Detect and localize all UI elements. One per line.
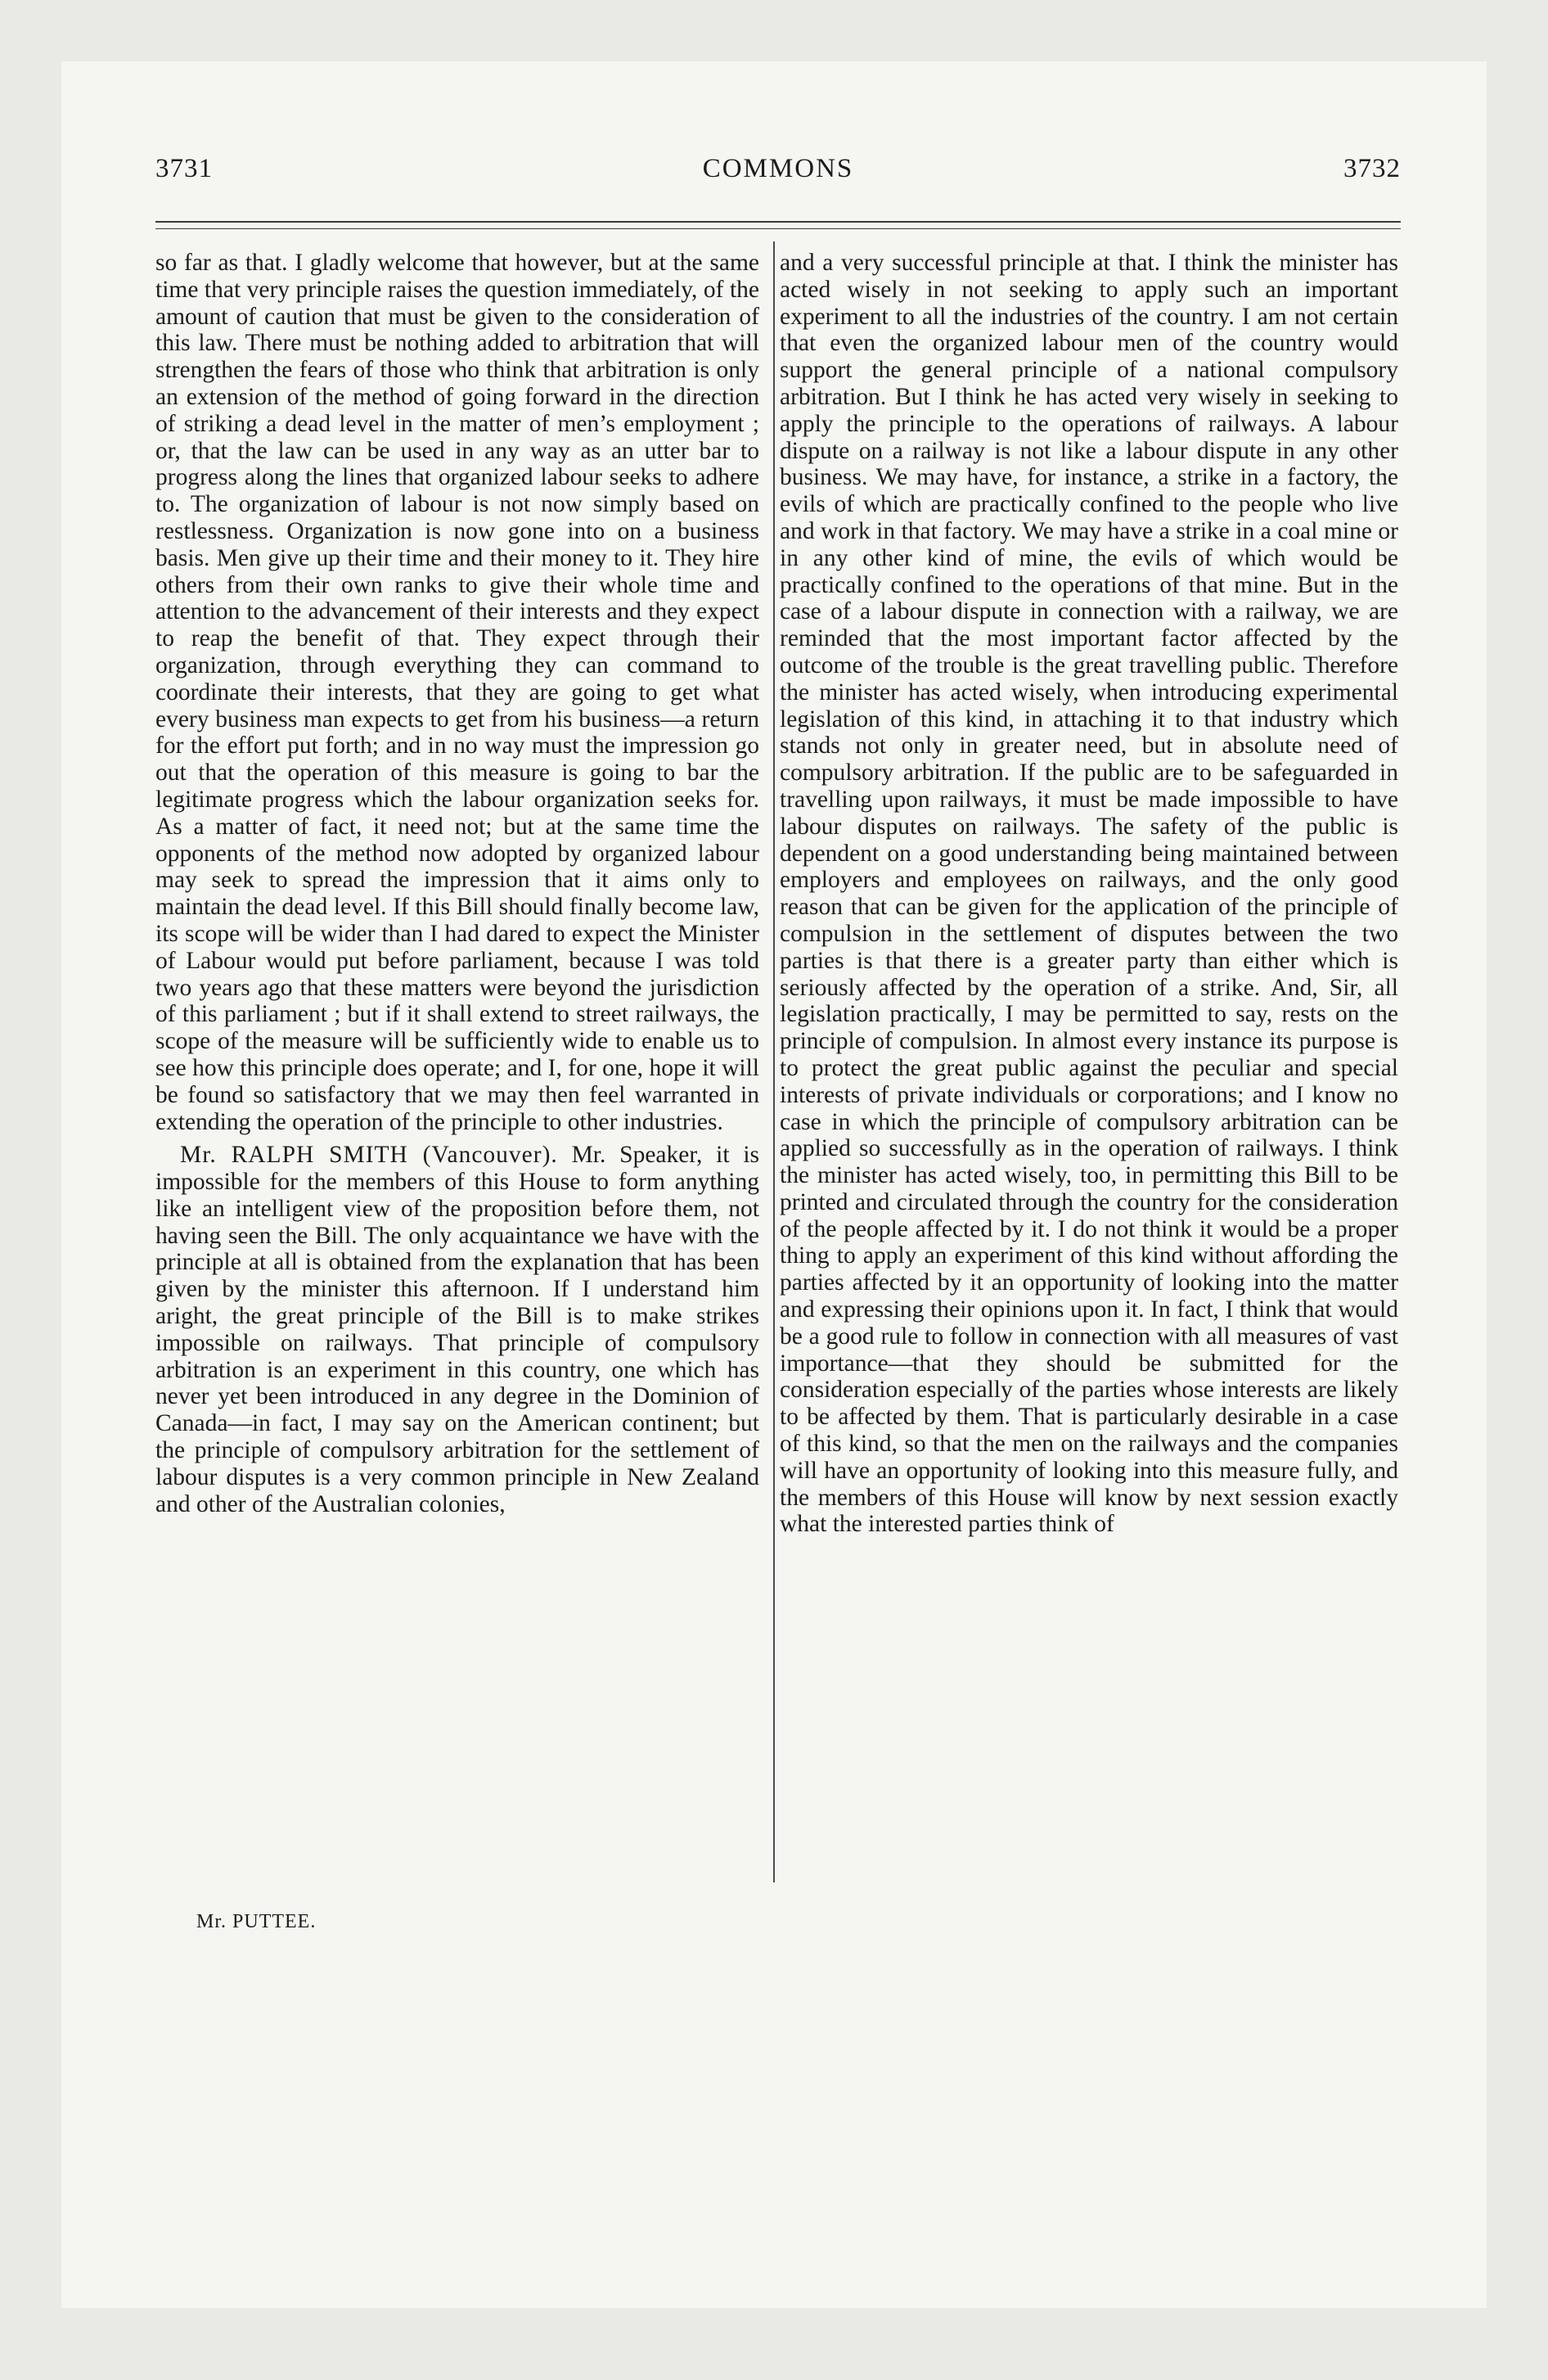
page-title: COMMONS [702,154,854,183]
speech-text: Mr. Speaker, it is impossible for the members of this House to form anything like an intelligent view of the proposition before them, not having seen the Bill. The only acquaintance we have with the principle at all is obtained from the explanation that has been given by the minister this afternoon. If I understand him aright, the great principle of the Bill is to make strikes impossible on railways. That principle of compulsory arbitration is an experiment in this country, one which has never yet been introduced in any degree in the Dominion of Canada—in fact, I may say on the American continent; but the principle of compulsory arbitration for the settlement of labour disputes is a very common principle in New Zealand and other of the Australian colonies, [155,1142,759,1517]
speaker-name: Mr. RALPH SMITH (Vancouver). [180,1142,558,1169]
column-divider [773,241,775,1882]
header-rule-top [155,221,1401,223]
footer-speaker-note: Mr. PUTTEE. [196,1911,317,1932]
page-number-right: 3732 [1343,154,1401,183]
left-paragraph-2 [155,1142,759,1517]
header-rule-bottom [155,228,1401,229]
page-header [155,154,1401,195]
left-column [155,250,759,1517]
right-paragraph-1: and a very successful principle at that. I think the minister has acted wisely in not seeking to apply such an important experiment to all the industries of the country. I am not certain that even the organized labour men of the country would support the general principle of a national compulsory arbitration. But I think he has acted very wisely in seeking to apply the principle to the operations of railways. A labour dispute on a railway is not like a labour dispute in any other business. We may have, for instance, a strike in a factory, the evils of which are practically confined to the people who live and work in that factory. We may have a strike in a coal mine or in any other kind of mine, the evils of which would be practically confined to the operations of that mine. But in the case of a labour dispute in connection with a railway, we are reminded that the most important factor affected by the outcome of the trouble is the great travelling public. Therefore the minister has acted wisely, when introducing experimental legislation of this kind, in attaching it to that industry which stands not only in greater need, but in absolute need of compulsory arbitration. If the public are to be safeguarded in travelling upon railways, it must be made impossible to have labour disputes on railways. The safety of the public is dependent on a good understanding being maintained between employers and employees on railways, and the only good reason that can be given for the application of the principle of compulsion in the settlement of disputes between the two parties is that there is a greater party than either which is seriously affected by the operation of a strike. And, Sir, all legislation practically, I may be permitted to say, rests on the principle of compulsion. In almost every instance its purpose is to protect the great public against the peculiar and special interests of private individuals or corporations; and I know no case in which the principle of compulsory arbitration can be applied so successfully as in the operation of railways. I think the minister has acted wisely, too, in permitting this Bill to be printed and circulated through the country for the consideration of the people affected by it. I do not think it would be a proper thing to apply an experiment of this kind without affording the parties affected by it an opportunity of looking into the matter and expressing their opinions upon it. In fact, I think that would be a good rule to follow in connection with all measures of vast importance—that they should be submitted for the consideration especially of the parties whose interests are likely to be affected by them. That is particularly desirable in a case of this kind, so that the men on the railways and the companies will have an opportunity of looking into this measure fully, and the members of this House will know by next session exactly what the interested parties think of [780,250,1398,1538]
page-number-left: 3731 [155,154,213,183]
right-column [780,250,1398,1538]
left-paragraph-1: so far as that. I gladly welcome that however, but at the same time that very principle raises the question immediately, of the amount of caution that must be given to the consideration of this law. There must be nothing added to arbitration that will strengthen the fears of those who think that arbitration is only an extension of the method of going forward in the direction of striking a dead level in the matter of men’s employment ; or, that the law can be used in any way as an utter bar to progress along the lines that organized labour seeks to adhere to. The organization of labour is not now simply based on restlessness. Organization is now gone into on a business basis. Men give up their time and their money to it. They hire others from their own ranks to give their whole time and attention to the advancement of their interests and they expect to reap the benefit of that. They expect through their organization, through everything they can command to coordinate their interests, that they are going to get what every business man expects to get from his business—a return for the effort put forth; and in no way must the impression go out that the operation of this measure is going to bar the legitimate progress which the labour organization seeks for. As a matter of fact, it need not; but at the same time the opponents of the method now adopted by organized labour may seek to spread the impression that it aims only to maintain the dead level. If this Bill should finally become law, its scope will be wider than I had dared to expect the Minister of Labour would put before parliament, because I was told two years ago that these matters were beyond the jurisdiction of this parliament ; but if it shall extend to street railways, the scope of the measure will be sufficiently wide to enable us to see how this principle does operate; and I, for one, hope it will be found so satisfactory that we may then feel warranted in extending the operation of the principle to other industries. [155,250,759,1135]
